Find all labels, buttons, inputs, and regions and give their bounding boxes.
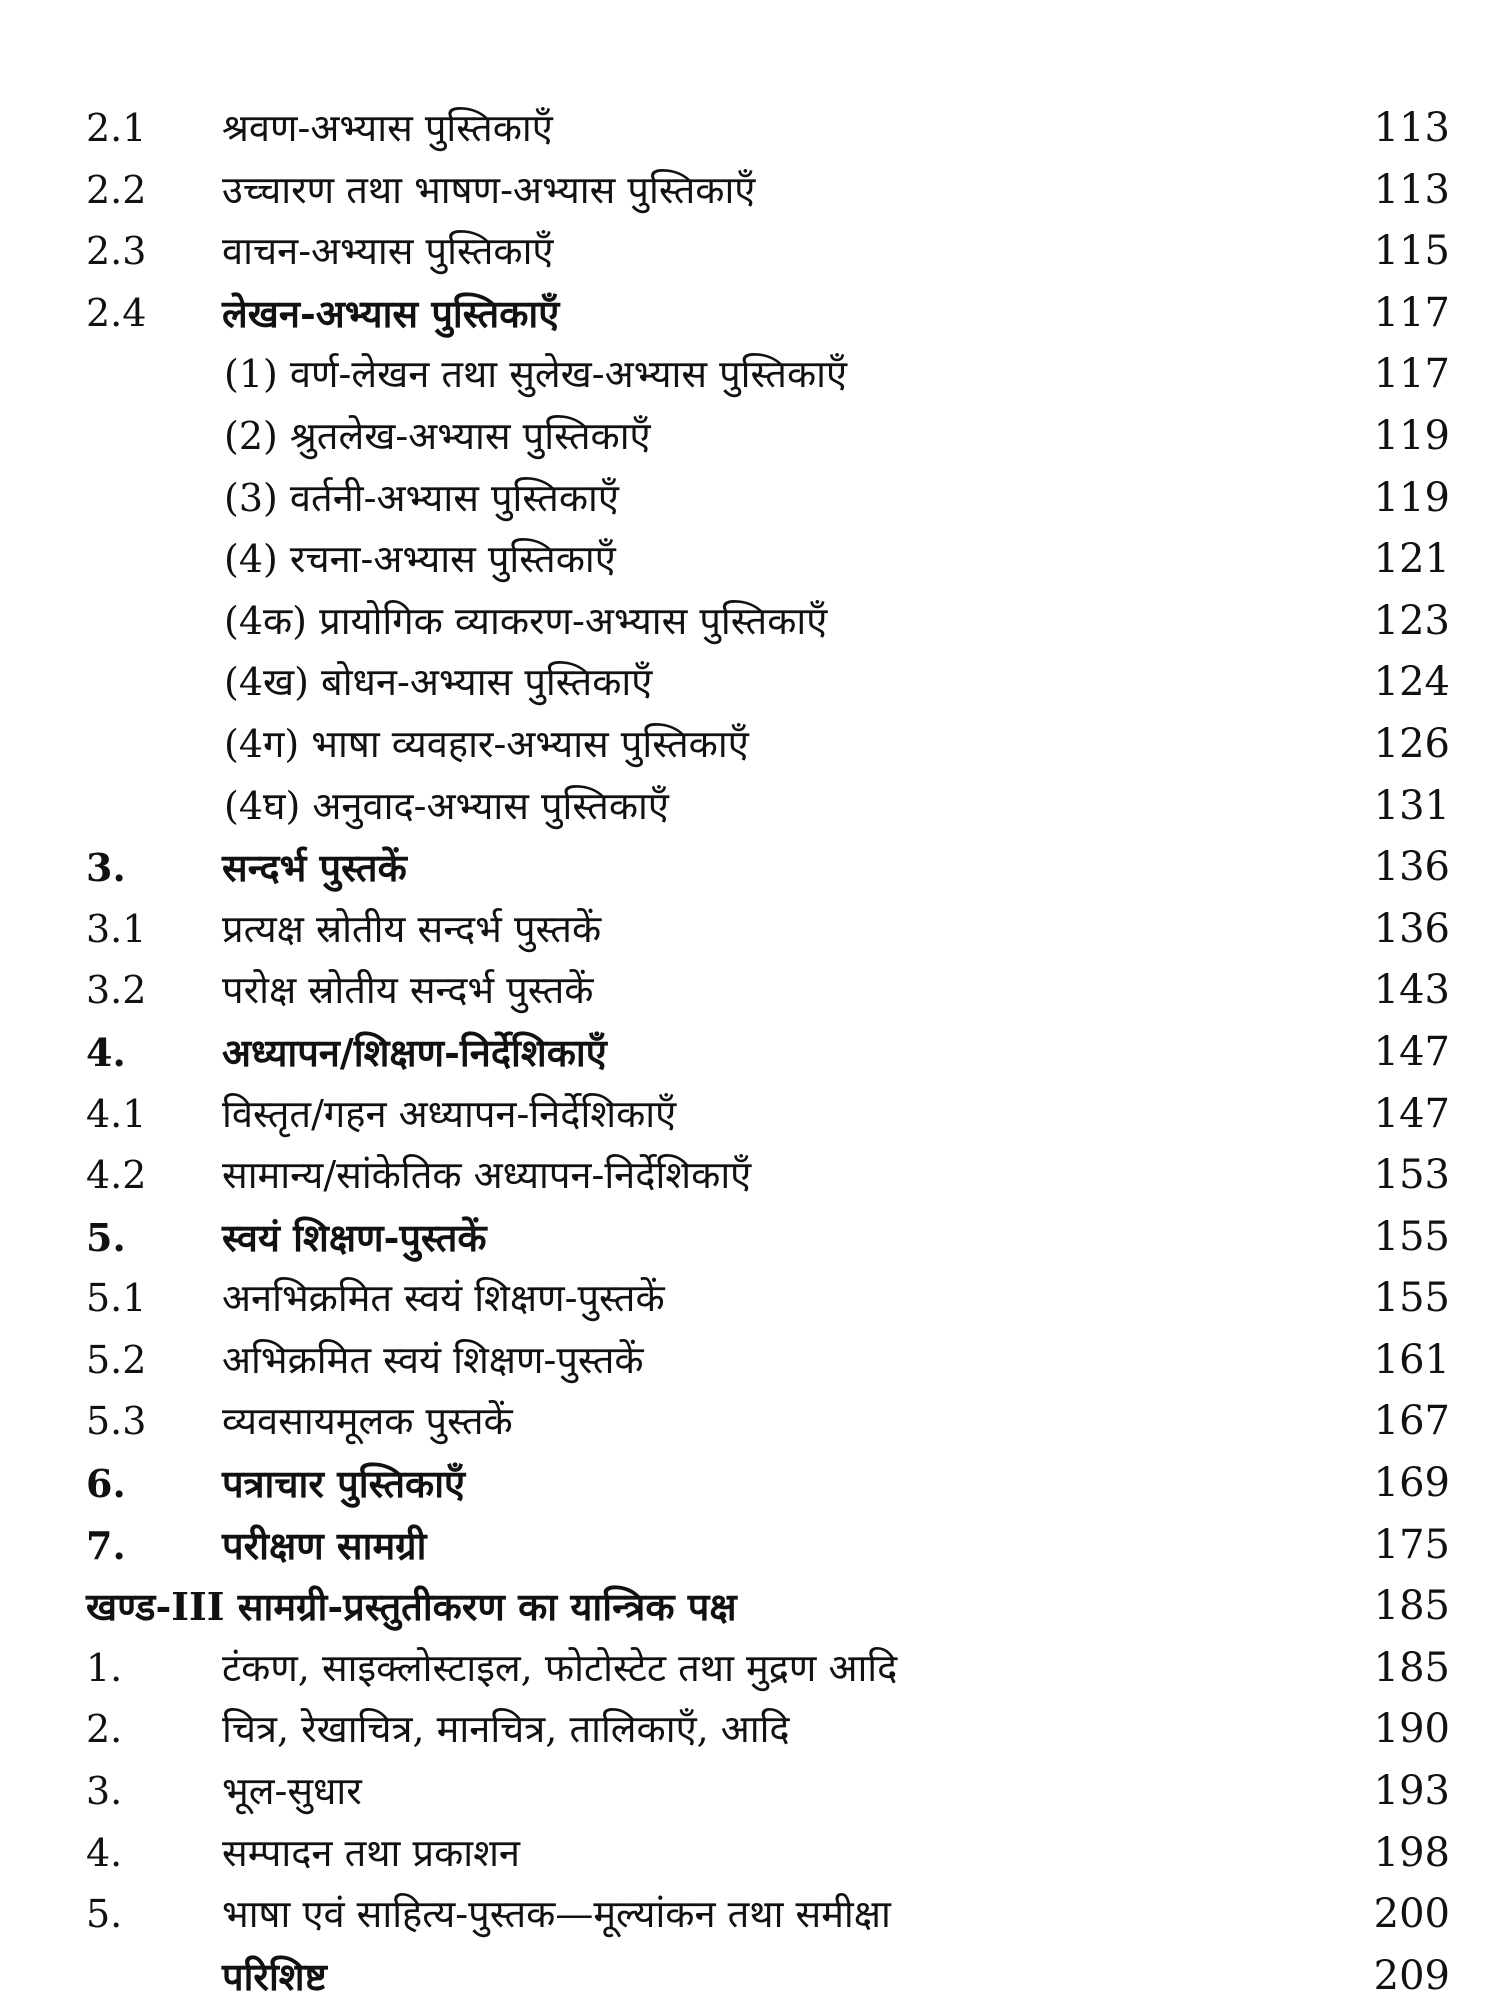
toc-entry-title: अनभिक्रमित स्वयं शिक्षण-पुस्तकें — [222, 1276, 665, 1321]
toc-entry — [0, 1207, 1500, 1269]
toc-entry-number: 5.3 — [86, 1399, 147, 1444]
toc-entry-title: परिशिष्ट — [222, 1953, 327, 1999]
toc-entry-page-number: 136 — [1373, 905, 1450, 952]
toc-entry-page-number: 136 — [1373, 844, 1450, 891]
toc-entry — [0, 1330, 1500, 1392]
toc-entry-page-number: 119 — [1373, 474, 1450, 521]
toc-entry-page-number: 175 — [1373, 1521, 1450, 1568]
toc-entry-title: भाषा एवं साहित्य-पुस्तक—मूल्यांकन तथा समीक्षा — [222, 1892, 891, 1937]
toc-entry-title: परीक्षण सामग्री — [222, 1522, 427, 1568]
toc-entry-page-number: 124 — [1373, 659, 1450, 706]
toc-entry-title: सम्पादन तथा प्रकाशन — [222, 1830, 521, 1875]
toc-entry-title: अभिक्रमित स्वयं शिक्षण-पुस्तकें — [222, 1337, 644, 1382]
toc-entry-page-number: 147 — [1373, 1090, 1450, 1137]
toc-entry — [0, 776, 1500, 838]
toc-entry-number: 4.1 — [86, 1091, 147, 1136]
toc-entry — [0, 1084, 1500, 1146]
toc-entry-title: अध्यापन/शिक्षण-निर्देशिकाएँ — [222, 1029, 607, 1075]
toc-entry — [0, 1884, 1500, 1946]
toc-entry-number: 5.2 — [86, 1337, 147, 1382]
toc-entry-title: (4ख) बोधन-अभ्यास पुस्तिकाएँ — [224, 660, 653, 705]
toc-entry-number: 2.2 — [86, 167, 147, 212]
toc-entry — [0, 591, 1500, 653]
toc-entry — [0, 1515, 1500, 1577]
toc-entry — [0, 468, 1500, 530]
toc-entry-title: लेखन-अभ्यास पुस्तिकाएँ — [222, 290, 560, 336]
toc-entry — [0, 1576, 1500, 1638]
toc-entry — [0, 1823, 1500, 1885]
toc-entry-title: (4ग) भाषा व्यवहार-अभ्यास पुस्तिकाएँ — [224, 721, 749, 766]
toc-entry-page-number: 169 — [1373, 1460, 1450, 1507]
toc-entry-title: सन्दर्भ पुस्तकें — [222, 845, 407, 891]
toc-entry-number: 3. — [86, 845, 126, 891]
toc-entry-page-number: 167 — [1373, 1398, 1450, 1445]
toc-entry-page-number: 117 — [1373, 289, 1450, 336]
toc-entry-title: (3) वर्तनी-अभ्यास पुस्तिकाएँ — [224, 475, 619, 520]
toc-entry-title: टंकण, साइक्लोस्टाइल, फोटोस्टेट तथा मुद्रण आदि — [222, 1645, 898, 1690]
toc-entry — [0, 1946, 1500, 2007]
toc-entry — [0, 714, 1500, 776]
toc-entry — [0, 1699, 1500, 1761]
toc-entry-page-number: 117 — [1373, 351, 1450, 398]
toc-entry-page-number: 185 — [1373, 1583, 1450, 1630]
toc-entry-page-number: 155 — [1373, 1275, 1450, 1322]
toc-entry-page-number: 200 — [1373, 1891, 1450, 1938]
toc-entry-number: 2.1 — [86, 106, 147, 150]
toc-entry-title: श्रवण-अभ्यास पुस्तिकाएँ — [222, 106, 553, 150]
toc-entry-number: 4. — [86, 1830, 123, 1875]
toc-entry-title: (4घ) अनुवाद-अभ्यास पुस्तिकाएँ — [224, 783, 669, 828]
toc-entry-title: विस्तृत/गहन अध्यापन-निर्देशिकाएँ — [222, 1091, 677, 1136]
toc-entry-number: 4. — [86, 1029, 126, 1075]
toc-entry-title: वाचन-अभ्यास पुस्तिकाएँ — [222, 229, 554, 274]
toc-entry-page-number: 190 — [1373, 1706, 1450, 1753]
toc-entry-number: 4.2 — [86, 1153, 147, 1198]
toc-entry-page-number: 121 — [1373, 536, 1450, 583]
toc-entry-page-number: 131 — [1373, 782, 1450, 829]
toc-entry — [0, 1761, 1500, 1823]
toc-entry-number: 6. — [86, 1461, 126, 1507]
toc-entry-number: 2. — [86, 1707, 123, 1752]
toc-entry-page-number: 113 — [1373, 166, 1450, 213]
toc-entry — [0, 1453, 1500, 1515]
toc-entry-page-number: 147 — [1373, 1028, 1450, 1075]
toc-entry — [0, 960, 1500, 1022]
toc-entry-page-number: 143 — [1373, 967, 1450, 1014]
toc-entry-page-number: 115 — [1373, 228, 1450, 275]
toc-entry-title: चित्र, रेखाचित्र, मानचित्र, तालिकाएँ, आदि — [222, 1707, 790, 1752]
toc-entry-page-number: 193 — [1373, 1768, 1450, 1815]
toc-entry — [0, 529, 1500, 591]
table-of-contents — [0, 98, 1500, 2007]
toc-entry-title: खण्ड-III सामग्री-प्रस्तुतीकरण का यान्त्रिक पक्ष — [86, 1584, 737, 1630]
toc-entry — [0, 1391, 1500, 1453]
toc-entry-number: 5. — [86, 1214, 126, 1260]
toc-entry-title: (2) श्रुतलेख-अभ्यास पुस्तिकाएँ — [224, 413, 651, 458]
toc-entry-number: 1. — [86, 1645, 123, 1690]
toc-entry-title: व्यवसायमूलक पुस्तकें — [222, 1399, 513, 1444]
toc-entry-page-number: 126 — [1373, 720, 1450, 767]
toc-entry-page-number: 155 — [1373, 1213, 1450, 1260]
toc-entry-title: (1) वर्ण-लेखन तथा सुलेख-अभ्यास पुस्तिकाएँ — [224, 352, 848, 397]
toc-entry — [0, 283, 1500, 345]
toc-entry — [0, 98, 1500, 160]
toc-entry — [0, 160, 1500, 222]
toc-entry-title: सामान्य/सांकेतिक अध्यापन-निर्देशिकाएँ — [222, 1153, 752, 1198]
toc-entry-number: 2.3 — [86, 229, 147, 274]
toc-entry — [0, 344, 1500, 406]
toc-entry — [0, 1022, 1500, 1084]
toc-entry-title: पत्राचार पुस्तिकाएँ — [222, 1461, 466, 1507]
toc-entry-title: भूल-सुधार — [222, 1769, 362, 1814]
toc-entry-number: 2.4 — [86, 290, 147, 335]
toc-entry-page-number: 123 — [1373, 597, 1450, 644]
toc-entry-page-number: 198 — [1373, 1829, 1450, 1876]
toc-entry-number: 3.1 — [86, 906, 147, 951]
toc-entry-title: प्रत्यक्ष स्रोतीय सन्दर्भ पुस्तकें — [222, 906, 602, 951]
toc-entry-title: (4क) प्रायोगिक व्याकरण-अभ्यास पुस्तिकाएँ — [224, 598, 828, 643]
toc-entry-number: 7. — [86, 1522, 126, 1568]
toc-entry-title: (4) रचना-अभ्यास पुस्तिकाएँ — [224, 537, 616, 582]
toc-entry-page-number: 113 — [1373, 105, 1450, 151]
toc-entry-page-number: 185 — [1373, 1644, 1450, 1691]
toc-entry-page-number: 153 — [1373, 1152, 1450, 1199]
toc-entry-number: 3.2 — [86, 968, 147, 1013]
toc-entry — [0, 837, 1500, 899]
toc-entry — [0, 1268, 1500, 1330]
toc-entry-number: 5.1 — [86, 1276, 147, 1321]
toc-entry-title: उच्चारण तथा भाषण-अभ्यास पुस्तिकाएँ — [222, 167, 756, 212]
toc-entry — [0, 652, 1500, 714]
toc-entry-page-number: 209 — [1373, 1952, 1450, 1999]
toc-entry — [0, 1145, 1500, 1207]
toc-entry-title: स्वयं शिक्षण-पुस्तकें — [222, 1214, 487, 1260]
toc-entry — [0, 899, 1500, 961]
toc-entry — [0, 1638, 1500, 1700]
toc-entry-number: 5. — [86, 1892, 123, 1937]
toc-entry — [0, 406, 1500, 468]
toc-entry — [0, 221, 1500, 283]
toc-entry-number: 3. — [86, 1769, 123, 1814]
toc-entry-title: परोक्ष स्रोतीय सन्दर्भ पुस्तकें — [222, 968, 594, 1013]
toc-entry-page-number: 119 — [1373, 412, 1450, 459]
toc-entry-page-number: 161 — [1373, 1336, 1450, 1383]
